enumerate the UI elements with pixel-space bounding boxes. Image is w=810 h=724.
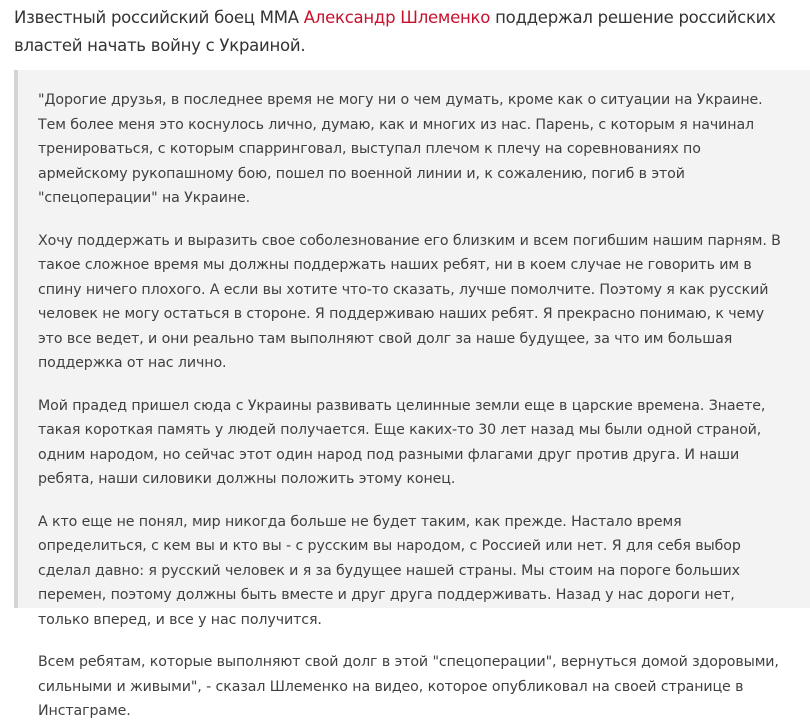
article-lead bbox=[14, 4, 806, 60]
quote-paragraph-4: А кто еще не понял, мир никогда больше не будет таким, как прежде. Настало время определиться, с кем вы и кто вы - с русским вы народом, с Россией или нет. Я для себя выбор сделал давно: я русский человек и я за будущее нашей страны. Мы стоим на пороге больших перемен, поэтому должны быть вместе и друг друга поддерживать. Назад у нас дороги нет, только вперед, и все у нас получится. bbox=[38, 513, 741, 628]
person-link[interactable]: Александр Шлеменко bbox=[303, 8, 491, 27]
lead-text-after: поддержал решение российских властей начать войну с Украиной. bbox=[14, 8, 776, 55]
quote-paragraph-3: Мой прадед пришел сюда с Украины развивать целинные земли еще в царские времена. Знаете, такая короткая память у людей получается. Еще каких-то 30 лет назад мы были одной страной, одним народом, но сейчас этот один народ под разными флагами друг против друга. И наши ребята, наши силовики должны положить этому конец. bbox=[38, 397, 766, 487]
quote-block bbox=[14, 70, 810, 719]
quote-paragraph-2: Хочу поддержать и выразить свое соболезнование его близким и всем погибшим нашим парням. В такое сложное время мы должны поддержать наших ребят, ни в коем случае не говорить им в спину ничего плохого. А если вы хотите что-то сказать, лучше помолчите. Поэтому я как русский человек не могу остаться в стороне. Я поддерживаю наших ребят. Я прекрасно понимаю, к чему это все ведет, и они реально там выполняют свой долг за наше будущее, за что им большая поддержка от нас лично. bbox=[38, 232, 781, 371]
quote-paragraph-1: "Дорогие друзья, в последнее время не могу ни о чем думать, кроме как о ситуации на Украине. Тем более меня это коснулось лично, думаю, как и многих из нас. Парень, с которым я начинал тренироваться, с которым спарринговал, выступал плечом к плечу на соревнованиях по армейскому рукопашному бою, пошел по военной линии и, к сожалению, погиб в этой "спецоперации" на Украине. bbox=[38, 92, 763, 206]
quote-paragraph-5: Всем ребятам, которые выполняют свой долг в этой "спецоперации", вернуться домой здоровыми, сильными и живыми", - сказал Шлеменко на видео, которое опубликовал на своей странице в Инстаграме. bbox=[38, 654, 779, 719]
lead-text-before: Известный российский боец ММА bbox=[14, 8, 304, 27]
